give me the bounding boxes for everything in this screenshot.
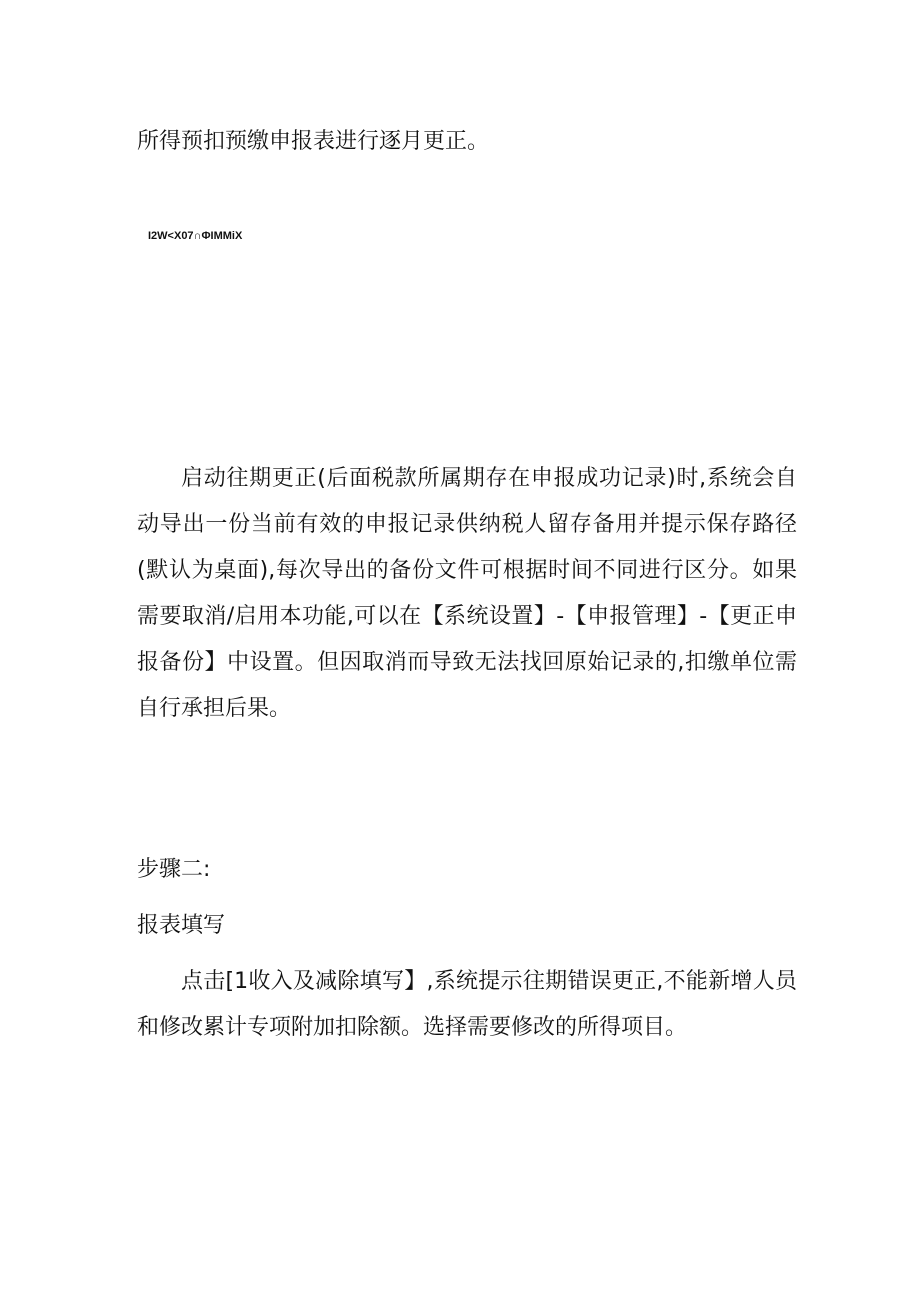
intro-line: 所得预扣预缴申报表进行逐月更正。 bbox=[137, 129, 490, 154]
paragraph-backup: 启动往期更正(后面税款所属期存在申报成功记录)时,系统会自动导出一份当前有效的申报记录供纳税人留存备用并提示保存路径(默认为桌面),每次导出的备份文件可根据时间不同进行区分。如果需要取消/启用本功能,可以在【系统设置】-【申报管理】-【更正申报备份】中设置。但因取消而导致无法找回原始记录的,扣缴单位需自行承担后果。 bbox=[137, 466, 797, 721]
step-subheading: 报表填写 bbox=[137, 913, 226, 938]
paragraph-fill: 点击[1收入及减除填写】,系统提示往期错误更正,不能新增人员和修改累计专项附加扣除额。选择需要修改的所得项目。 bbox=[137, 969, 797, 1040]
figure-caption: I2W<X07∩ΦIMMiX bbox=[148, 230, 243, 242]
step-heading: 步骤二: bbox=[137, 857, 211, 882]
